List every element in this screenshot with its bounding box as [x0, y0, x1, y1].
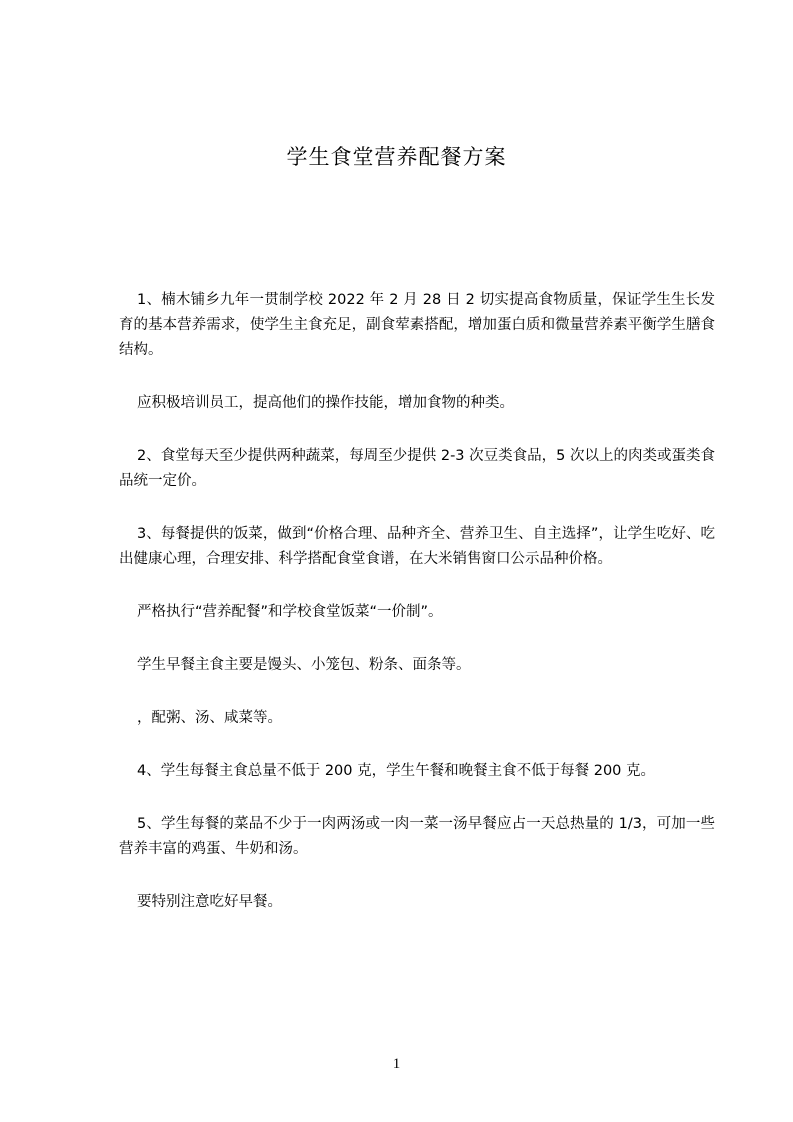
document-body: [119, 288, 715, 943]
paragraph-7: ，配粥、汤、咸菜等。: [137, 710, 282, 726]
paragraph-10: 要特别注意吃好早餐。: [137, 894, 282, 910]
paragraph-2: 应积极培训员工，提高他们的操作技能，增加食物的种类。: [137, 395, 514, 411]
paragraph-3: 2、食堂每天至少提供两种蔬菜，每周至少提供 2-3 次豆类食品，5 次以上的肉类或蛋类食品统一定价。: [119, 448, 715, 489]
document-title: 学生食堂营养配餐方案: [286, 145, 507, 169]
paragraph-8: 4、学生每餐主食总量不低于 200 克，学生午餐和晚餐主食不低于每餐 200 克。: [137, 763, 656, 779]
paragraph-5: 严格执行“营养配餐”和学校食堂饭菜“一价制”。: [137, 604, 443, 620]
paragraph-6: 学生早餐主食主要是馒头、小笼包、粉条、面条等。: [137, 657, 471, 673]
paragraph-4: 3、每餐提供的饭菜，做到“价格合理、品种齐全、营养卫生、自主选择”，让学生吃好、吃出健康心理，合理安排、科学搭配食堂食谱，在大米销售窗口公示品种价格。: [119, 526, 715, 567]
paragraph-9: 5、学生每餐的菜品不少于一肉两汤或一肉一菜一汤早餐应占一天总热量的 1/3，可加一些营养丰富的鸡蛋、牛奶和汤。: [119, 816, 715, 857]
page-number: 1: [392, 1056, 401, 1072]
paragraph-1: 1、楠木铺乡九年一贯制学校 2022 年 2 月 28 日 2 切实提高食物质量，保证学生生长发育的基本营养需求，使学生主食充足，副食荤素搭配，增加蛋白质和微量营养素平衡学生膳食结构。: [119, 292, 715, 358]
